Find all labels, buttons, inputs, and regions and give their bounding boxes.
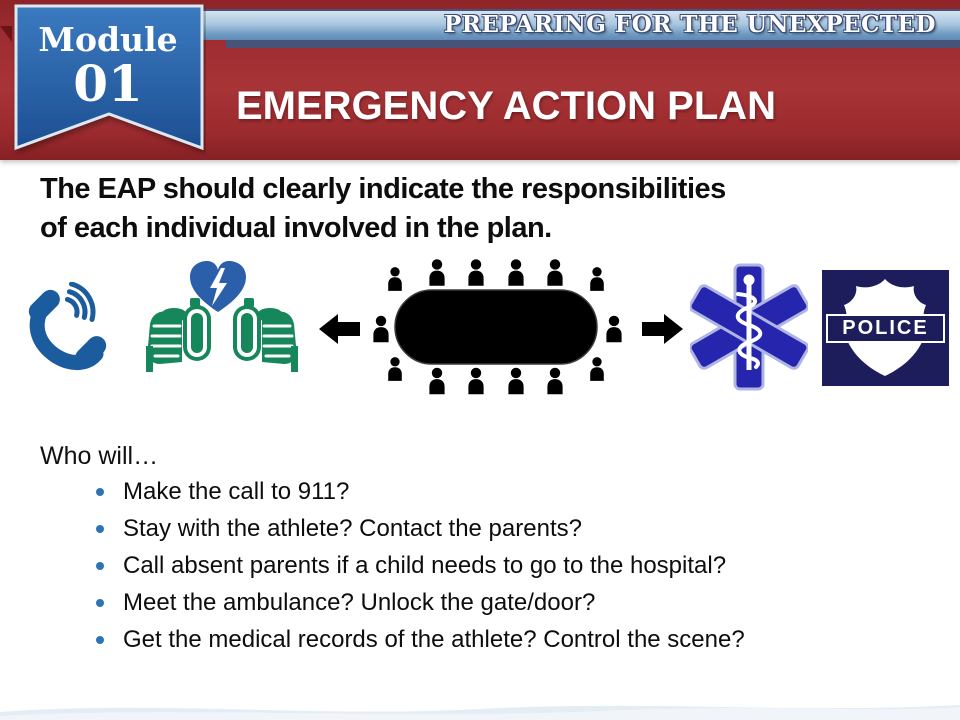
police-badge-icon xyxy=(822,270,949,386)
bullet-dot-icon xyxy=(96,599,104,607)
heading-line-1: The EAP should clearly indicate the responsibilities xyxy=(40,173,726,205)
list-item xyxy=(96,478,745,506)
list-item-text: Call absent parents if a child needs to go to the hospital? xyxy=(123,552,727,579)
list-item-text: Make the call to 911? xyxy=(123,478,350,505)
heading xyxy=(40,170,726,248)
arrow-left-icon xyxy=(319,314,360,344)
aed-icon xyxy=(146,258,298,376)
list-item-text: Meet the ambulance? Unlock the gate/door? xyxy=(123,589,596,616)
list-item xyxy=(96,589,745,617)
page-title: EMERGENCY ACTION PLAN xyxy=(236,84,777,128)
phone-call-icon xyxy=(24,282,108,372)
footer-wave-decoration xyxy=(0,694,960,720)
heading-line-2: of each individual involved in the plan. xyxy=(40,212,552,244)
bullet-dot-icon xyxy=(96,488,104,496)
list-item xyxy=(96,515,745,543)
list-item-text: Get the medical records of the athlete? Control the scene? xyxy=(123,626,745,653)
module-label: Module xyxy=(38,20,178,59)
module-number: 01 xyxy=(73,54,143,113)
arrow-right-icon xyxy=(642,314,683,344)
bullet-dot-icon xyxy=(96,525,104,533)
who-will-intro: Who will… xyxy=(40,442,159,470)
police-badge-label: POLICE xyxy=(826,314,945,343)
banner-kicker: PREPARING FOR THE UNEXPECTED xyxy=(443,11,936,38)
bullet-list xyxy=(96,478,745,663)
list-item-text: Stay with the athlete? Contact the parents? xyxy=(123,515,582,542)
bullet-dot-icon xyxy=(96,562,104,570)
list-item xyxy=(96,626,745,654)
module-ribbon-badge xyxy=(6,0,206,160)
bullet-dot-icon xyxy=(96,636,104,644)
star-of-life-icon xyxy=(690,262,808,392)
meeting-table-icon xyxy=(315,252,687,408)
list-item xyxy=(96,552,745,580)
